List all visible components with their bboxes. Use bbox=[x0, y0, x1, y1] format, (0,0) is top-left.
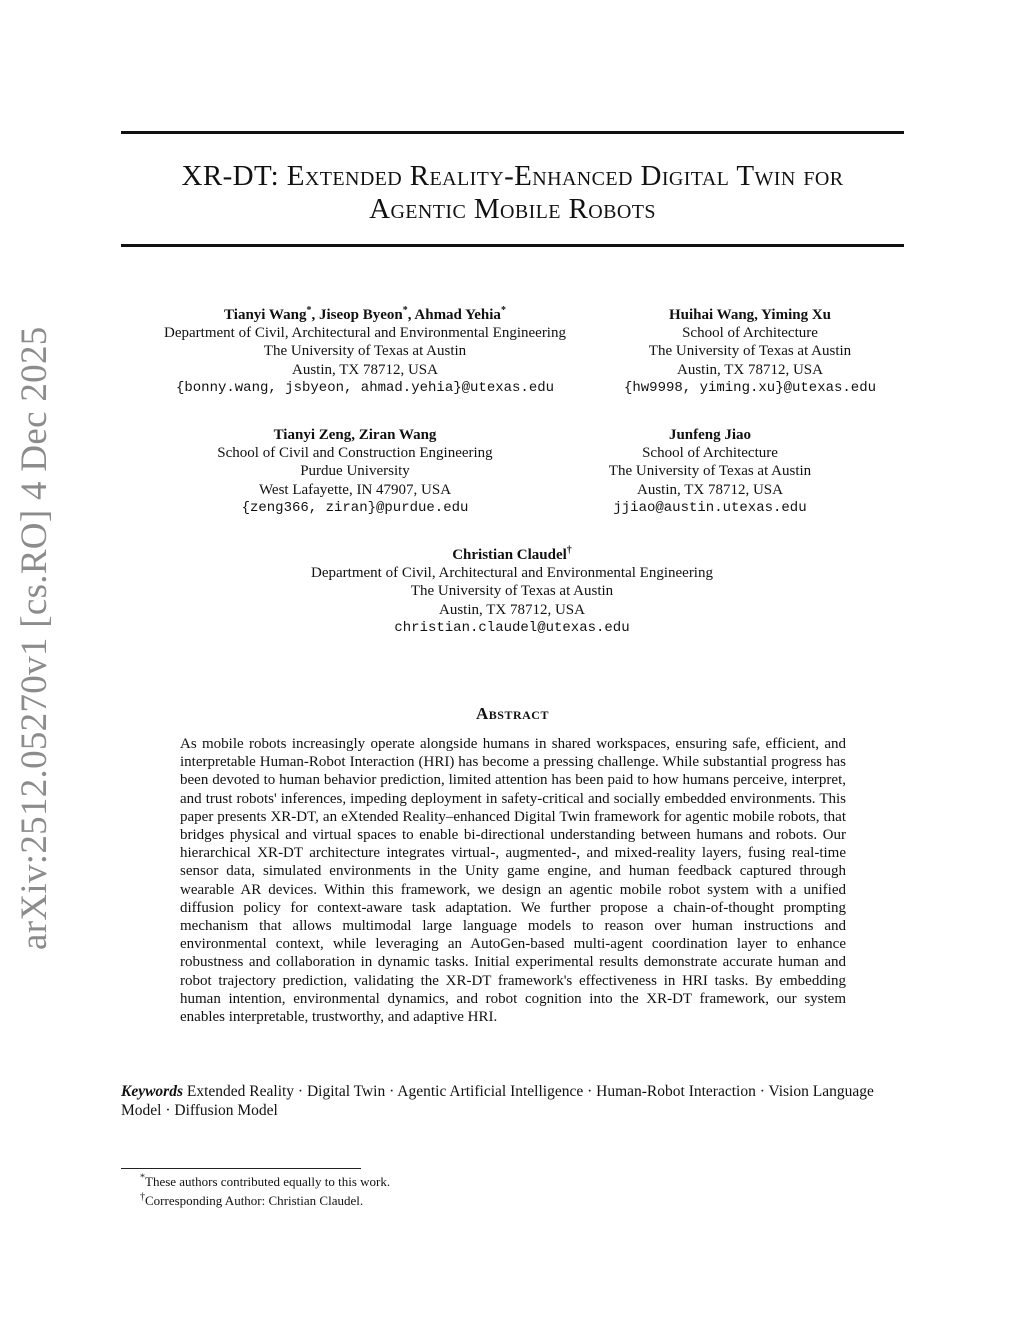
paper-title bbox=[121, 160, 904, 226]
author-block-5 bbox=[252, 546, 772, 637]
title-top-rule bbox=[121, 131, 904, 134]
author-block-1 bbox=[130, 306, 600, 397]
author-address: Austin, TX 78712, USA bbox=[292, 361, 438, 378]
author-block-4 bbox=[585, 426, 835, 517]
author-email: {zeng366, ziran}@purdue.edu bbox=[241, 499, 469, 516]
author-affiliation: School of Architecture bbox=[642, 445, 778, 462]
author-email: christian.claudel@utexas.edu bbox=[394, 619, 630, 636]
title-line-1: XR-DT: Extended Reality-Enhanced Digital Twin for bbox=[181, 160, 844, 192]
author-names: Christian Claudel† bbox=[452, 545, 572, 563]
footnote-1 bbox=[140, 1173, 390, 1192]
author-names: Tianyi Wang*, Jiseop Byeon*, Ahmad Yehia* bbox=[224, 305, 506, 323]
author-address: Austin, TX 78712, USA bbox=[637, 481, 783, 498]
author-institution: The University of Texas at Austin bbox=[608, 463, 812, 480]
footnote-mark: † bbox=[140, 1191, 145, 1203]
author-institution: The University of Texas at Austin bbox=[648, 343, 852, 360]
author-affiliation: School of Architecture bbox=[682, 325, 818, 342]
footnote-2 bbox=[140, 1192, 390, 1211]
author-institution: Purdue University bbox=[300, 463, 410, 480]
footnote-rule bbox=[121, 1168, 361, 1169]
keywords-text: Extended Reality · Digital Twin · Agentic Artificial Intelligence · Human-Robot Interaction · Vision Language Model · Diffusion Model bbox=[121, 1083, 874, 1119]
author-names: Junfeng Jiao bbox=[668, 427, 752, 443]
arxiv-stamp: arXiv:2512.05270v1 [cs.RO] 4 Dec 2025 bbox=[14, 326, 55, 950]
author-address: West Lafayette, IN 47907, USA bbox=[258, 481, 452, 498]
author-email: {hw9998, yiming.xu}@utexas.edu bbox=[623, 379, 877, 396]
keywords-label: Keywords bbox=[121, 1083, 183, 1100]
author-affiliation: Department of Civil, Architectural and Environmental Engineering bbox=[311, 565, 713, 582]
author-block-2 bbox=[600, 306, 900, 397]
author-institution: The University of Texas at Austin bbox=[410, 583, 614, 600]
author-affiliation: Department of Civil, Architectural and Environmental Engineering bbox=[164, 325, 566, 342]
author-email: {bonny.wang, jsbyeon, ahmad.yehia}@utexas.edu bbox=[175, 379, 555, 396]
keywords bbox=[121, 1083, 904, 1120]
author-block-3 bbox=[180, 426, 530, 517]
author-names: Huihai Wang, Yiming Xu bbox=[669, 307, 831, 323]
footnote-text: Corresponding Author: Christian Claudel. bbox=[145, 1192, 364, 1208]
author-address: Austin, TX 78712, USA bbox=[439, 601, 585, 618]
abstract-heading: Abstract bbox=[476, 704, 549, 723]
author-names: Tianyi Zeng, Ziran Wang bbox=[273, 427, 437, 443]
author-institution: The University of Texas at Austin bbox=[263, 343, 467, 360]
author-email: jjiao@austin.utexas.edu bbox=[613, 499, 807, 516]
author-affiliation: School of Civil and Construction Engineering bbox=[217, 445, 493, 462]
footnotes bbox=[140, 1173, 390, 1210]
title-line-2: Agentic Mobile Robots bbox=[369, 193, 656, 225]
footnote-mark: * bbox=[140, 1172, 145, 1184]
title-bottom-rule bbox=[121, 244, 904, 247]
abstract-text: As mobile robots increasingly operate alongside humans in shared workspaces, ensuring safe, efficient, and interpretable Human-Robot Interaction (HRI) has become a pressing challenge. While substantial progress has been devoted to human behavior prediction, limited attention has been paid to how humans perceive, interpret, and trust robots' inferences, impeding deployment in safety-critical and socially embedded environments. This paper presents XR-DT, an eXtended Reality–enhanced Digital Twin framework for agentic mobile robots, that bridges physical and virtual spaces to enable bi-directional understanding between humans and robots. Our hierarchical XR-DT architecture integrates virtual-, augmented-, and mixed-reality layers, fusing real-time sensor data, simulated environments in the Unity game engine, and human feedback captured through wearable AR devices. Within this framework, we design an agentic mobile robot system with a unified diffusion policy for context-aware task adaptation. We further propose a chain-of-thought prompting mechanism that allows multimodal large language models to reason over human instructions and environmental context, while leveraging an AutoGen-based multi-agent coordination layer to enhance robustness and collaboration in dynamic tasks. Initial experimental results demonstrate accurate human and robot trajectory prediction, validating the XR-DT framework's effectiveness in HRI tasks. By embedding human intention, environmental dynamics, and robot cognition into the XR-DT framework, our system enables interpretable, trustworthy, and adaptive HRI. bbox=[180, 736, 846, 1026]
footnote-text: These authors contributed equally to this work. bbox=[145, 1174, 391, 1189]
author-address: Austin, TX 78712, USA bbox=[677, 361, 823, 378]
